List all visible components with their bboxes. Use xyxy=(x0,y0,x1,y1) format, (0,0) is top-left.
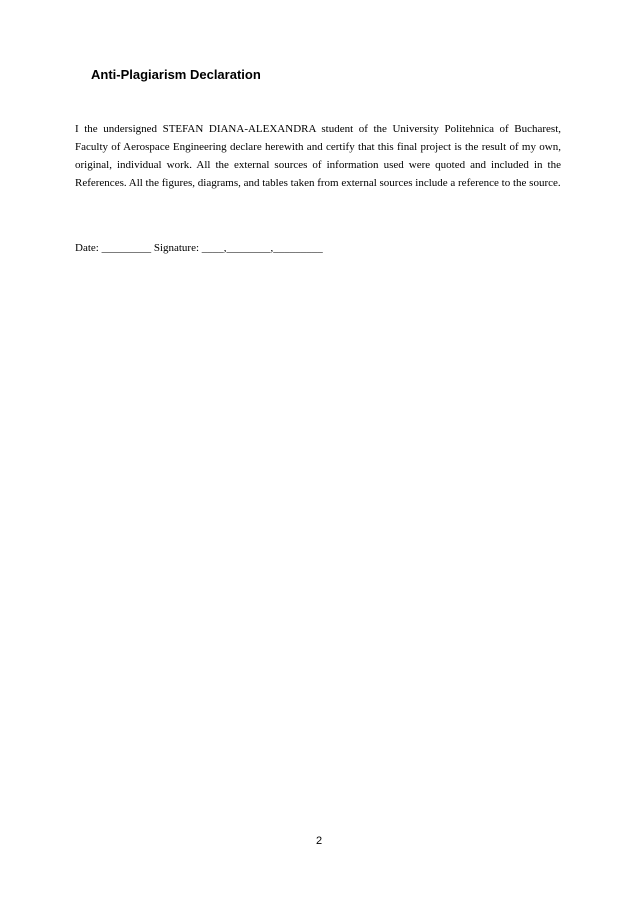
page-title: Anti-Plagiarism Declaration xyxy=(91,67,261,82)
page-number: 2 xyxy=(315,835,323,847)
declaration-paragraph: I the undersigned STEFAN DIANA-ALEXANDRA student of the University Politehnica of Bucharest, Faculty of Aerospace Engineering declare herewith and certify that this final project is the result of my own, original, individual work. All the external sources of information used were quoted and included in the References. All the figures, diagrams, and tables taken from external sources include a reference to the source. xyxy=(75,123,561,189)
date-signature-line: Date: _________ Signature: ____,________,_________ xyxy=(75,242,323,254)
